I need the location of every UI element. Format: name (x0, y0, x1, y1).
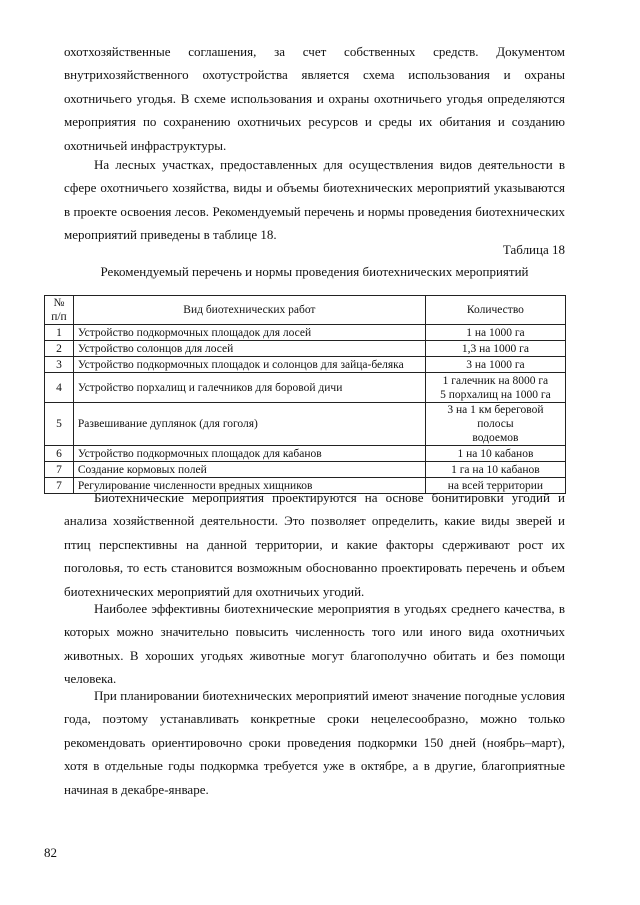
table-row (45, 325, 566, 341)
row-qty: 1,3 на 1000 га (425, 341, 565, 357)
row-qty-line1: 3 на 1 км береговой полосы (447, 404, 544, 430)
table-header-row (45, 296, 566, 325)
row-num: 7 (45, 462, 74, 478)
row-qty: 1 на 10 кабанов (425, 446, 565, 462)
row-qty: на всей территории (425, 478, 565, 494)
row-qty (425, 403, 565, 446)
row-num: 6 (45, 446, 74, 462)
biotech-table (44, 295, 566, 494)
row-work: Устройство подкормочных площадок для лосей (73, 325, 425, 341)
row-num: 1 (45, 325, 74, 341)
row-qty-line1: 1 галечник на 8000 га (442, 374, 549, 387)
table-row (45, 357, 566, 373)
table-row (45, 446, 566, 462)
row-qty-line2: водоемов (472, 432, 519, 444)
row-work: Устройство подкормочных площадок и солонцов для зайца-беляка (73, 357, 425, 373)
paragraph-5: При планировании биотехнических мероприятий имеют значение погодные условия года, поэтому устанавливать конкретные сроки нецелесообразно, можно только рекомендовать ориентировочно сроки проведения подкормки 150 дней (ноябрь–март), хотя в отдельные годы подкормка требуется уже в октябре, а в другие, благоприятные начиная в декабре-январе. (64, 688, 565, 797)
row-qty: 3 на 1000 га (425, 357, 565, 373)
header-num-line2: п/п (51, 311, 67, 323)
table-row (45, 403, 566, 446)
header-num (45, 296, 74, 325)
row-work: Создание кормовых полей (73, 462, 425, 478)
row-num: 3 (45, 357, 74, 373)
row-num: 2 (45, 341, 74, 357)
header-work: Вид биотехнических работ (73, 296, 425, 325)
paragraph-4: Наиболее эффективны биотехнические мероприятия в угодьях среднего качества, в которых можно значительно повысить численность того или иного вида охотничьих животных. В хороших угодьях животные могут благополучно обитать и без помощи человека. (64, 601, 565, 687)
row-qty-line2: 5 порхалищ на 1000 га (440, 388, 551, 401)
table-row (45, 341, 566, 357)
row-work: Устройство порхалищ и галечников для боровой дичи (73, 373, 425, 403)
paragraph-3: Биотехнические мероприятия проектируются на основе бонитировки угодий и анализа хозяйственной деятельности. Это позволяет определить, какие виды зверей и птиц перспективны на данной территории, и какие факторы сдерживают рост их поголовья, то есть становится возможным обоснованно проектировать перечень и объем биотехнических мероприятий для охотничьих угодий. (64, 490, 565, 599)
page-number: 82 (44, 845, 57, 860)
row-num: 5 (45, 403, 74, 446)
row-work: Развешивание дуплянок (для гоголя) (73, 403, 425, 446)
table-row (45, 462, 566, 478)
table-row (45, 373, 566, 403)
paragraph-1: охотхозяйственные соглашения, за счет собственных средств. Документом внутрихозяйственного охотустройства является схема использования и охраны охотничьего угодья. В схеме использования и охраны охотничьего угодья определяются мероприятия по сохранению охотничьих ресурсов и среды их обитания и созданию охотничьей инфраструктуры. (64, 44, 565, 153)
header-num-line1: № (53, 297, 65, 309)
paragraph-2: На лесных участках, предоставленных для осуществления видов деятельности в сфере охотничьего хозяйства, виды и объемы биотехнических мероприятий указываются в проекте освоения лесов. Рекомендуемый перечень и нормы проведения биотехнических мероприятий приведены в таблице 18. (64, 157, 565, 243)
table-title: Рекомендуемый перечень и нормы проведения биотехнических мероприятий (100, 264, 529, 279)
row-num: 7 (45, 478, 74, 494)
table-caption: Таблица 18 (502, 242, 565, 257)
row-qty (425, 373, 565, 403)
row-work: Регулирование численности вредных хищников (73, 478, 425, 494)
row-qty: 1 га на 10 кабанов (425, 462, 565, 478)
row-work: Устройство подкормочных площадок для кабанов (73, 446, 425, 462)
row-work: Устройство солонцов для лосей (73, 341, 425, 357)
row-num: 4 (45, 373, 74, 403)
header-qty: Количество (425, 296, 565, 325)
row-qty: 1 на 1000 га (425, 325, 565, 341)
